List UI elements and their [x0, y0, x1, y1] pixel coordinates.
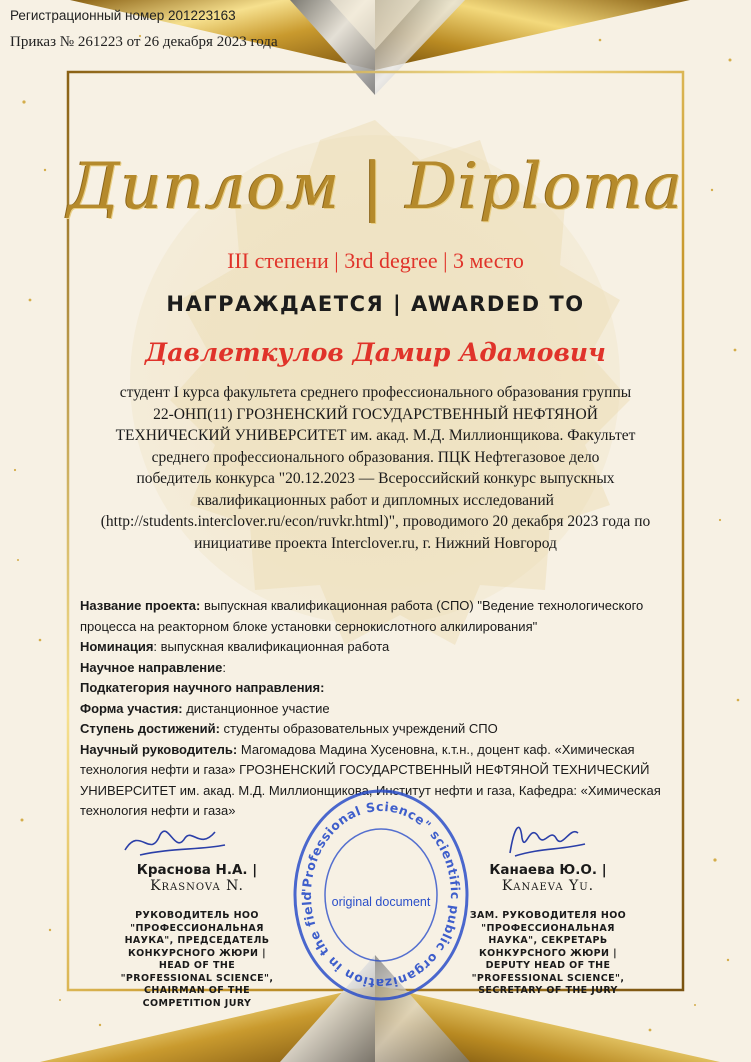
description-line: среднего профессионального образования. ПЦК Нефтегазовое дело — [151, 448, 600, 466]
official-stamp — [290, 782, 472, 1008]
signer-role: РУКОВОДИТЕЛЬ НОО "ПРОФЕССИОНАЛЬНАЯ НАУКА", ПРЕДСЕДАТЕЛЬ КОНКУРСНОГО ЖЮРИ | HEAD OF THE "PROFESSIONAL SCIENCE", CHAIRMAN OF THE COMPETITION JURY — [120, 910, 274, 1009]
description-line: 22-ОНП(11) ГРОЗНЕНСКИЙ ГОСУДАРСТВЕННЫЙ НЕФТЯНОЙ — [153, 405, 598, 423]
order-number: Приказ № 261223 от 26 декабря 2023 года — [10, 34, 278, 50]
field-supervisor: Научный руководитель: Магомадова Мадина Хусеновна, к.т.н., доцент каф. «Химическая технология нефти и газа» ГРОЗНЕНСКИЙ ГОСУДАРСТВЕННЫЙ НЕФТЯНОЙ ТЕХНИЧЕСКИЙ УНИВЕРСИТЕТ им. акад. М.Д. Миллионщикова, Институт нефти и газа, Кафедра: «Химическая технология нефти и газа» — [80, 741, 661, 818]
signer-name: Канаева Ю.О. | — [489, 862, 607, 878]
signer-role: ЗАМ. РУКОВОДИТЕЛЯ НОО "ПРОФЕССИОНАЛЬНАЯ НАУКА", СЕКРЕТАРЬ КОНКУРСНОГО ЖЮРИ | DEPUTY HEAD OF THE "PROFESSIONAL SCIENCE", SECRETARY OF THE JURY — [469, 910, 627, 996]
recipient-name: Давлеткулов Дамир Адамович — [145, 338, 606, 367]
signature-block-left — [112, 862, 282, 1010]
description-line: квалификационных работ и дипломных исследований — [197, 491, 554, 509]
field-scientific-direction: Научное направление: — [80, 659, 226, 675]
description-line: победитель конкурса "20.12.2023 — Всероссийский конкурс выпускных — [136, 470, 615, 487]
stamp-center-text: original document — [331, 895, 431, 909]
stamp-ring-text: "Professional Science" scientific public organization in the field — [298, 798, 464, 992]
awarded-to-heading: НАГРАЖДАЕТСЯ | AWARDED TO — [166, 292, 585, 316]
signer-name-en: Kanaeva Yu. — [501, 878, 595, 894]
description-line: (http://students.interclover.ru/econ/ruvkr.html)", проводимого 20 декабря 2023 года по — [100, 513, 651, 530]
signature-block-right — [463, 862, 633, 998]
registration-number: Регистрационный номер 201223163 — [10, 8, 236, 23]
diploma-title: Диплом | Diploma — [67, 150, 684, 224]
signer-name: Краснова Н.А. | — [136, 862, 258, 878]
field-subcategory: Подкатегория научного направления: — [80, 680, 325, 695]
diploma-degree: III степени | 3rd degree | 3 место — [227, 248, 524, 273]
description-line: инициативе проекта Interclover.ru, г. Нижний Новгород — [194, 534, 557, 552]
field-participation-form: Форма участия: дистанционное участие — [80, 700, 330, 716]
field-achievement-level: Ступень достижений: студенты образовательных учреждений СПО — [80, 721, 498, 736]
signer-name-en: Krasnova N. — [150, 878, 244, 894]
description-line: студент I курса факультета среднего профессионального образования группы — [119, 384, 632, 401]
signature-left-icon — [120, 820, 230, 865]
description-line: ТЕХНИЧЕСКИЙ УНИВЕРСИТЕТ им. акад. М.Д. Миллионщикова. Факультет — [115, 427, 636, 444]
award-description — [60, 382, 691, 554]
field-nomination: Номинация: выпускная квалификационная работа — [80, 639, 390, 654]
signature-right-icon — [500, 808, 590, 863]
field-project-title: Название проекта: выпускная квалификационная работа (СПО) "Ведение технологического процесса на реакторном блоке установки сернокислотного алкилирования" — [80, 598, 644, 634]
